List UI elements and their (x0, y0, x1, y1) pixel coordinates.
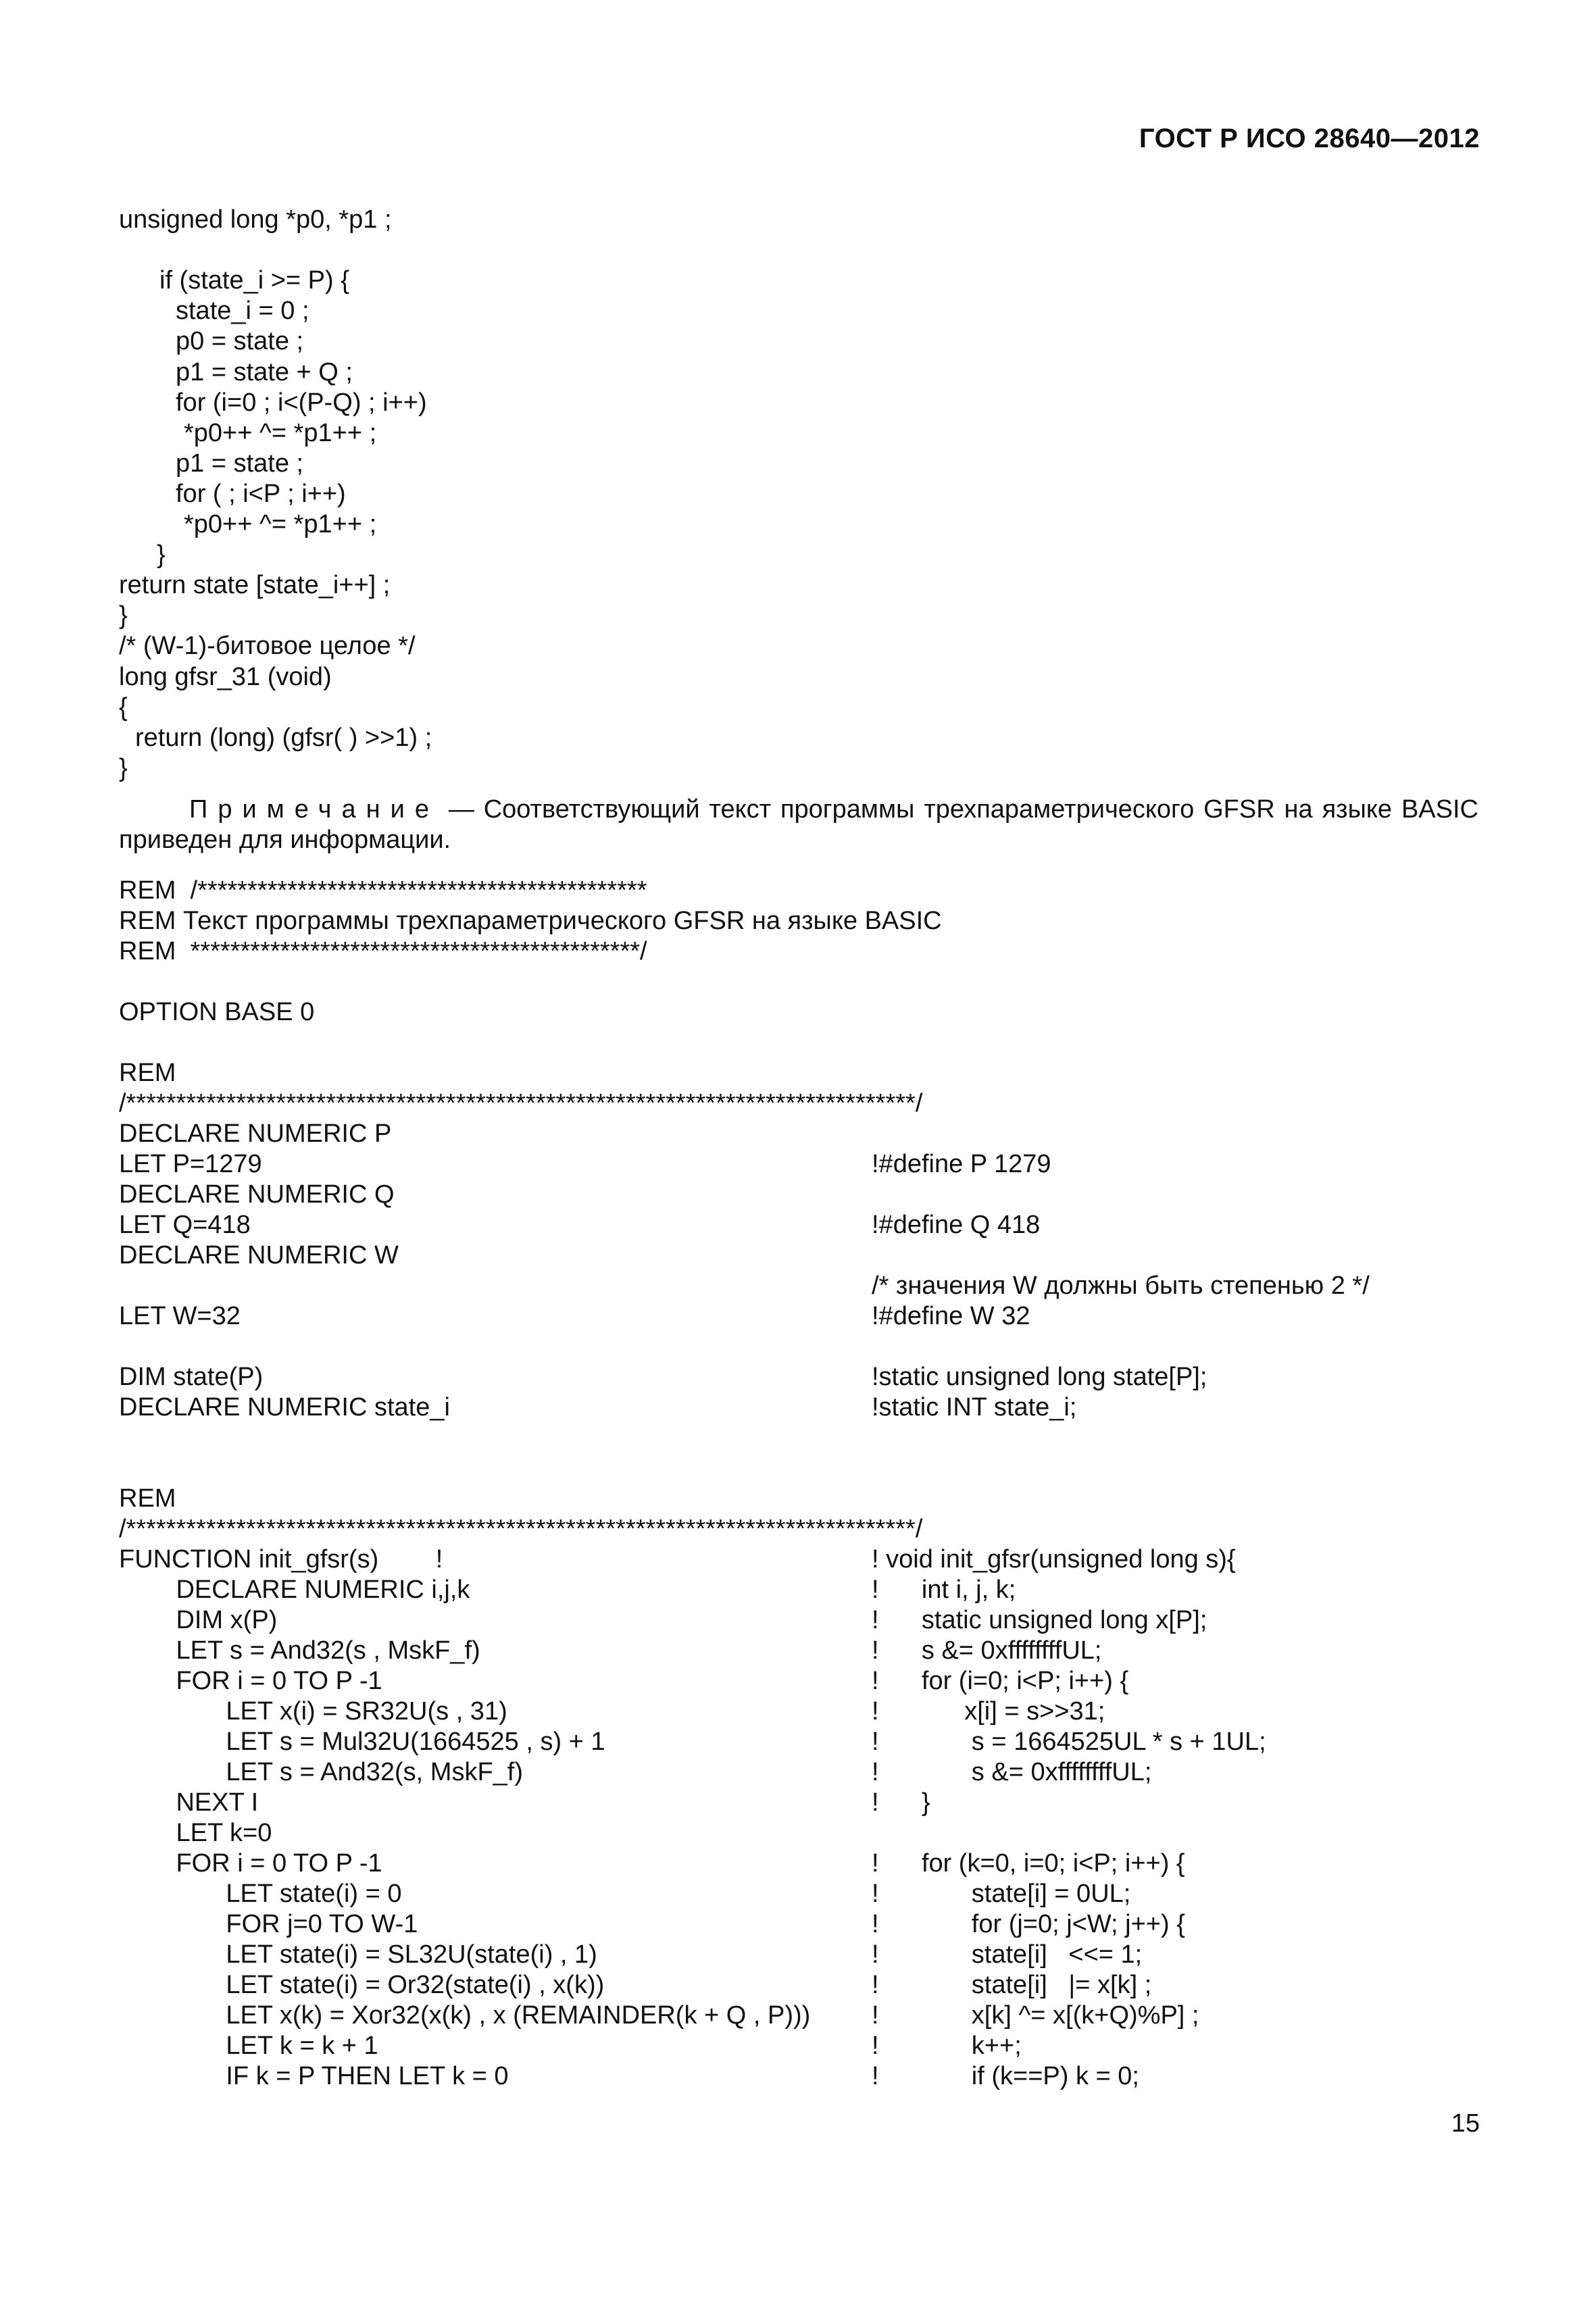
c-equivalent-comment: ! if (k==P) k = 0; (872, 2062, 1139, 2090)
c-equivalent-comment: ! state[i] <<= 1; (872, 1940, 1143, 1969)
basic-code: FOR j=0 TO W-1 (119, 1910, 418, 1938)
basic-line (0, 1271, 1596, 1301)
basic-code: DECLARE NUMERIC i,j,k (119, 1576, 470, 1604)
basic-code: REM Текст программы трехпараметрического GFSR на языке BASIC (119, 907, 942, 935)
basic-line (0, 997, 1596, 1027)
basic-code: DECLARE NUMERIC state_i (119, 1393, 450, 1422)
basic-code: LET s = Mul32U(1664525 , s) + 1 (119, 1728, 605, 1756)
basic-line (0, 1240, 1596, 1270)
code-line: return state [state_i++] ; (119, 571, 391, 600)
basic-line (0, 1696, 1596, 1726)
code-line: for ( ; i<P ; i++) (176, 479, 346, 508)
c-equivalent-comment: !static INT state_i; (872, 1393, 1077, 1422)
basic-line (0, 1544, 1596, 1574)
c-equivalent-comment: ! s = 1664525UL * s + 1UL; (872, 1728, 1266, 1756)
basic-code: LET x(i) = SR32U(s , 31) (119, 1697, 507, 1726)
basic-line (0, 1879, 1596, 1909)
c-equivalent-comment: !#define Q 418 (872, 1211, 1041, 1239)
code-line: p0 = state ; (176, 327, 304, 356)
basic-code: REM /********************************************* (119, 876, 647, 905)
code-line: } (157, 540, 166, 570)
code-line: unsigned long *p0, *p1 ; (119, 205, 392, 234)
basic-code: /*******************************************************************************/ (119, 1089, 923, 1117)
basic-code: LET Q=418 (119, 1211, 251, 1239)
basic-line (0, 1210, 1596, 1240)
basic-code: LET state(i) = 0 (119, 1880, 402, 1908)
c-equivalent-comment: ! } (872, 1788, 930, 1817)
c-equivalent-comment: ! x[k] ^= x[(k+Q)%P] ; (872, 2001, 1199, 2030)
note-text: — Соответствующий текст программы трехпараметрического GFSR на языке BASIC приведен для информации. (119, 795, 1478, 854)
basic-code: NEXT I (119, 1788, 259, 1817)
basic-code: FOR i = 0 TO P -1 (119, 1849, 382, 1878)
basic-line (0, 2001, 1596, 2030)
code-line: for (i=0 ; i<(P-Q) ; i++) (176, 388, 427, 417)
c-equivalent-comment: ! for (j=0; j<W; j++) { (872, 1910, 1185, 1938)
basic-code: LET x(k) = Xor32(x(k) , x (REMAINDER(k + Q , P))) (119, 2001, 811, 2030)
basic-line (0, 2031, 1596, 2061)
basic-code: DECLARE NUMERIC Q (119, 1180, 395, 1209)
basic-line (0, 2061, 1596, 2091)
basic-code: FOR i = 0 TO P -1 (119, 1667, 382, 1695)
basic-line (0, 1818, 1596, 1848)
basic-code: FUNCTION init_gfsr(s) ! (119, 1545, 443, 1574)
basic-line (0, 1727, 1596, 1757)
code-line: return (long) (gfsr( ) >>1) ; (135, 723, 432, 752)
basic-line (0, 876, 1596, 905)
basic-code: LET P=1279 (119, 1150, 262, 1178)
c-equivalent-comment: !#define W 32 (872, 1302, 1030, 1330)
code-line: long gfsr_31 (void) (119, 662, 332, 691)
code-line: if (state_i >= P) { (159, 266, 349, 295)
basic-code: DECLARE NUMERIC P (119, 1120, 392, 1148)
c-equivalent-comment: ! state[i] = 0UL; (872, 1880, 1131, 1908)
code-line: *p0++ ^= *p1++ ; (184, 418, 377, 447)
basic-code: DIM x(P) (119, 1606, 278, 1634)
c-equivalent-comment: !static unsigned long state[P]; (872, 1363, 1207, 1391)
c-equivalent-comment: /* значения W должны быть степенью 2 */ (872, 1272, 1370, 1300)
c-equivalent-comment: ! state[i] |= x[k] ; (872, 1971, 1152, 1999)
code-line: } (119, 753, 128, 782)
code-line: p1 = state + Q ; (176, 357, 353, 386)
basic-code: /*******************************************************************************/ (119, 1515, 923, 1543)
basic-line (0, 1605, 1596, 1635)
basic-code: LET W=32 (119, 1302, 241, 1330)
basic-line (0, 1180, 1596, 1209)
basic-code: IF k = P THEN LET k = 0 (119, 2062, 509, 2090)
basic-line (0, 1970, 1596, 2000)
basic-code: DECLARE NUMERIC W (119, 1241, 399, 1269)
c-equivalent-comment: ! for (i=0; i<P; i++) { (872, 1667, 1129, 1695)
basic-code: LET k=0 (119, 1819, 272, 1847)
code-line: /* (W-1)-битовое целое */ (119, 632, 416, 661)
basic-code: LET state(i) = Or32(state(i) , x(k)) (119, 1971, 605, 1999)
basic-code: REM *********************************************/ (119, 937, 647, 965)
basic-line (0, 1149, 1596, 1179)
c-equivalent-comment: ! s &= 0xffffffffUL; (872, 1636, 1102, 1665)
basic-code: LET state(i) = SL32U(state(i) , 1) (119, 1940, 597, 1969)
basic-line (0, 1301, 1596, 1331)
basic-code: OPTION BASE 0 (119, 998, 315, 1026)
basic-line (0, 1909, 1596, 1939)
basic-line (0, 1119, 1596, 1149)
code-line: state_i = 0 ; (176, 297, 309, 326)
basic-line (0, 1666, 1596, 1696)
basic-line (0, 1088, 1596, 1118)
basic-line (0, 906, 1596, 936)
note-paragraph (119, 795, 1478, 855)
basic-line (0, 1392, 1596, 1422)
basic-line (0, 936, 1596, 966)
basic-line (0, 1848, 1596, 1878)
c-equivalent-comment: ! s &= 0xffffffffUL; (872, 1758, 1152, 1786)
basic-code: REM (119, 1059, 176, 1087)
basic-code: DIM state(P) (119, 1363, 264, 1391)
basic-line (0, 1484, 1596, 1513)
basic-code: LET s = And32(s , MskF_f) (119, 1636, 480, 1665)
page-number: 15 (1451, 2109, 1480, 2138)
basic-line (0, 1575, 1596, 1605)
basic-code: LET s = And32(s, MskF_f) (119, 1758, 523, 1786)
basic-line (0, 1636, 1596, 1665)
c-equivalent-comment: ! x[i] = s>>31; (872, 1697, 1105, 1726)
basic-line (0, 1940, 1596, 1969)
basic-line (0, 1514, 1596, 1544)
note-label: Примечание (189, 795, 439, 824)
c-equivalent-comment: !#define P 1279 (872, 1150, 1051, 1178)
code-line: } (119, 601, 128, 630)
document-header: ГОСТ Р ИСО 28640—2012 (1139, 124, 1480, 153)
code-line: { (119, 693, 128, 722)
basic-line (0, 1058, 1596, 1088)
code-line: *p0++ ^= *p1++ ; (184, 510, 377, 538)
basic-line (0, 1788, 1596, 1817)
basic-code: REM (119, 1484, 176, 1513)
basic-line (0, 1362, 1596, 1392)
c-equivalent-comment: ! static unsigned long x[P]; (872, 1606, 1207, 1634)
c-equivalent-comment: ! for (k=0, i=0; i<P; i++) { (872, 1849, 1185, 1878)
basic-code: LET k = k + 1 (119, 2032, 378, 2060)
c-equivalent-comment: ! int i, j, k; (872, 1576, 1016, 1604)
c-equivalent-comment: ! void init_gfsr(unsigned long s){ (872, 1545, 1236, 1574)
c-equivalent-comment: ! k++; (872, 2032, 1022, 2060)
code-line: p1 = state ; (176, 449, 304, 478)
basic-line (0, 1757, 1596, 1787)
